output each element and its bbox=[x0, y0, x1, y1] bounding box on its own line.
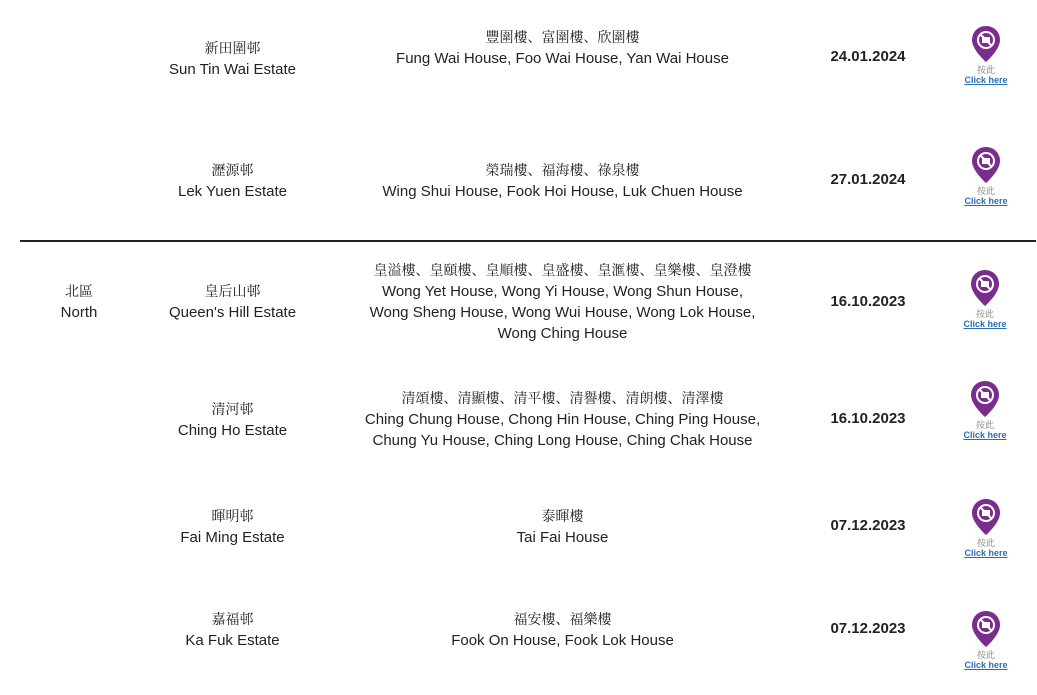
click-here-link[interactable] bbox=[955, 269, 1015, 329]
estate-name-zh: 嘉福邨 bbox=[211, 611, 254, 627]
house-list bbox=[340, 260, 785, 344]
click-here-label-zh: 按此 bbox=[975, 420, 994, 430]
house-list-en-line: Wong Sheng House, Wong Wui House, Wong Lok House, bbox=[369, 304, 756, 321]
house-list-en: Wing Shui House, Fook Hoi House, Luk Chuen House bbox=[382, 183, 743, 200]
click-here-label-en[interactable]: Click here bbox=[963, 319, 1007, 329]
estate-name-zh: 瀝源邨 bbox=[211, 162, 254, 178]
click-here-label-en[interactable]: Click here bbox=[963, 430, 1007, 440]
intake-date: 16.10.2023 bbox=[830, 410, 906, 427]
estate-name-zh: 皇后山邨 bbox=[204, 283, 261, 299]
intake-date: 16.10.2023 bbox=[830, 293, 906, 310]
map-pin-icon bbox=[970, 380, 1000, 418]
house-list-zh: 清頌樓、清顯樓、清平樓、清譽樓、清朗樓、清澤樓 bbox=[401, 390, 724, 406]
click-here-link[interactable] bbox=[956, 146, 1016, 206]
house-list bbox=[340, 506, 785, 548]
intake-date: 27.01.2024 bbox=[830, 171, 906, 188]
estate-name-en: Lek Yuen Estate bbox=[178, 183, 287, 200]
house-list-en-line: Ching Chung House, Chong Hin House, Ching Ping House, bbox=[364, 411, 761, 428]
map-pin-icon bbox=[971, 25, 1001, 63]
click-here-label-en[interactable]: Click here bbox=[964, 196, 1008, 206]
house-list-zh: 榮瑞樓、福海樓、祿泉樓 bbox=[485, 162, 640, 178]
house-list bbox=[340, 160, 785, 202]
click-here-label-en[interactable]: Click here bbox=[964, 75, 1008, 85]
map-pin-icon bbox=[971, 498, 1001, 536]
estate-name bbox=[150, 160, 315, 202]
click-here-link[interactable] bbox=[956, 498, 1016, 558]
estate-name-zh: 清河邨 bbox=[211, 401, 254, 417]
house-list-zh: 皇溢樓、皇頤樓、皇順樓、皇盛樓、皇滙樓、皇樂樓、皇澄樓 bbox=[373, 262, 752, 278]
map-pin-icon bbox=[971, 146, 1001, 184]
house-list bbox=[340, 388, 785, 451]
estate-name-zh: 新田圍邨 bbox=[204, 40, 261, 56]
click-here-label-zh: 按此 bbox=[976, 538, 995, 548]
click-here-label-zh: 按此 bbox=[976, 650, 995, 660]
click-here-link[interactable] bbox=[955, 380, 1015, 440]
click-here-label-en[interactable]: Click here bbox=[964, 660, 1008, 670]
house-list-zh: 泰暉樓 bbox=[541, 508, 584, 524]
district-name-en: North bbox=[60, 304, 98, 321]
house-list-en-line: Chung Yu House, Ching Long House, Ching Chak House bbox=[372, 432, 753, 449]
estate-name bbox=[150, 609, 315, 651]
intake-date: 07.12.2023 bbox=[830, 620, 906, 637]
estate-name-en: Ching Ho Estate bbox=[177, 422, 288, 439]
house-list-zh: 豐圍樓、富圍樓、欣圍樓 bbox=[485, 29, 640, 45]
click-here-link[interactable] bbox=[956, 25, 1016, 85]
click-here-label-zh: 按此 bbox=[976, 186, 995, 196]
estate-name-zh: 暉明邨 bbox=[211, 508, 254, 524]
district-name-zh: 北區 bbox=[65, 283, 93, 299]
house-list-zh: 福安樓、福樂樓 bbox=[513, 611, 612, 627]
district-name bbox=[40, 281, 118, 323]
estate-name-en: Sun Tin Wai Estate bbox=[168, 61, 296, 78]
map-pin-icon bbox=[971, 610, 1001, 648]
district-divider bbox=[20, 240, 1036, 242]
map-pin-icon bbox=[970, 269, 1000, 307]
click-here-label-en[interactable]: Click here bbox=[964, 548, 1008, 558]
house-list bbox=[340, 27, 785, 69]
house-list-en: Tai Fai House bbox=[516, 529, 609, 546]
estate-name bbox=[150, 281, 315, 323]
estate-name-en: Queen's Hill Estate bbox=[168, 304, 297, 321]
estate-name bbox=[150, 399, 315, 441]
estate-name bbox=[150, 38, 315, 80]
intake-date: 07.12.2023 bbox=[830, 517, 906, 534]
house-list-en-line: Wong Yet House, Wong Yi House, Wong Shun House, bbox=[381, 283, 744, 300]
click-here-label-zh: 按此 bbox=[975, 309, 994, 319]
estate-name bbox=[150, 506, 315, 548]
house-list bbox=[340, 609, 785, 651]
click-here-link[interactable] bbox=[956, 610, 1016, 670]
click-here-label-zh: 按此 bbox=[976, 65, 995, 75]
estate-name-en: Ka Fuk Estate bbox=[185, 632, 280, 649]
house-list-en: Fook On House, Fook Lok House bbox=[451, 632, 674, 649]
estate-name-en: Fai Ming Estate bbox=[180, 529, 285, 546]
house-list-en-line: Wong Ching House bbox=[497, 325, 628, 342]
house-list-en: Fung Wai House, Foo Wai House, Yan Wai House bbox=[396, 50, 729, 67]
intake-date: 24.01.2024 bbox=[830, 48, 906, 65]
